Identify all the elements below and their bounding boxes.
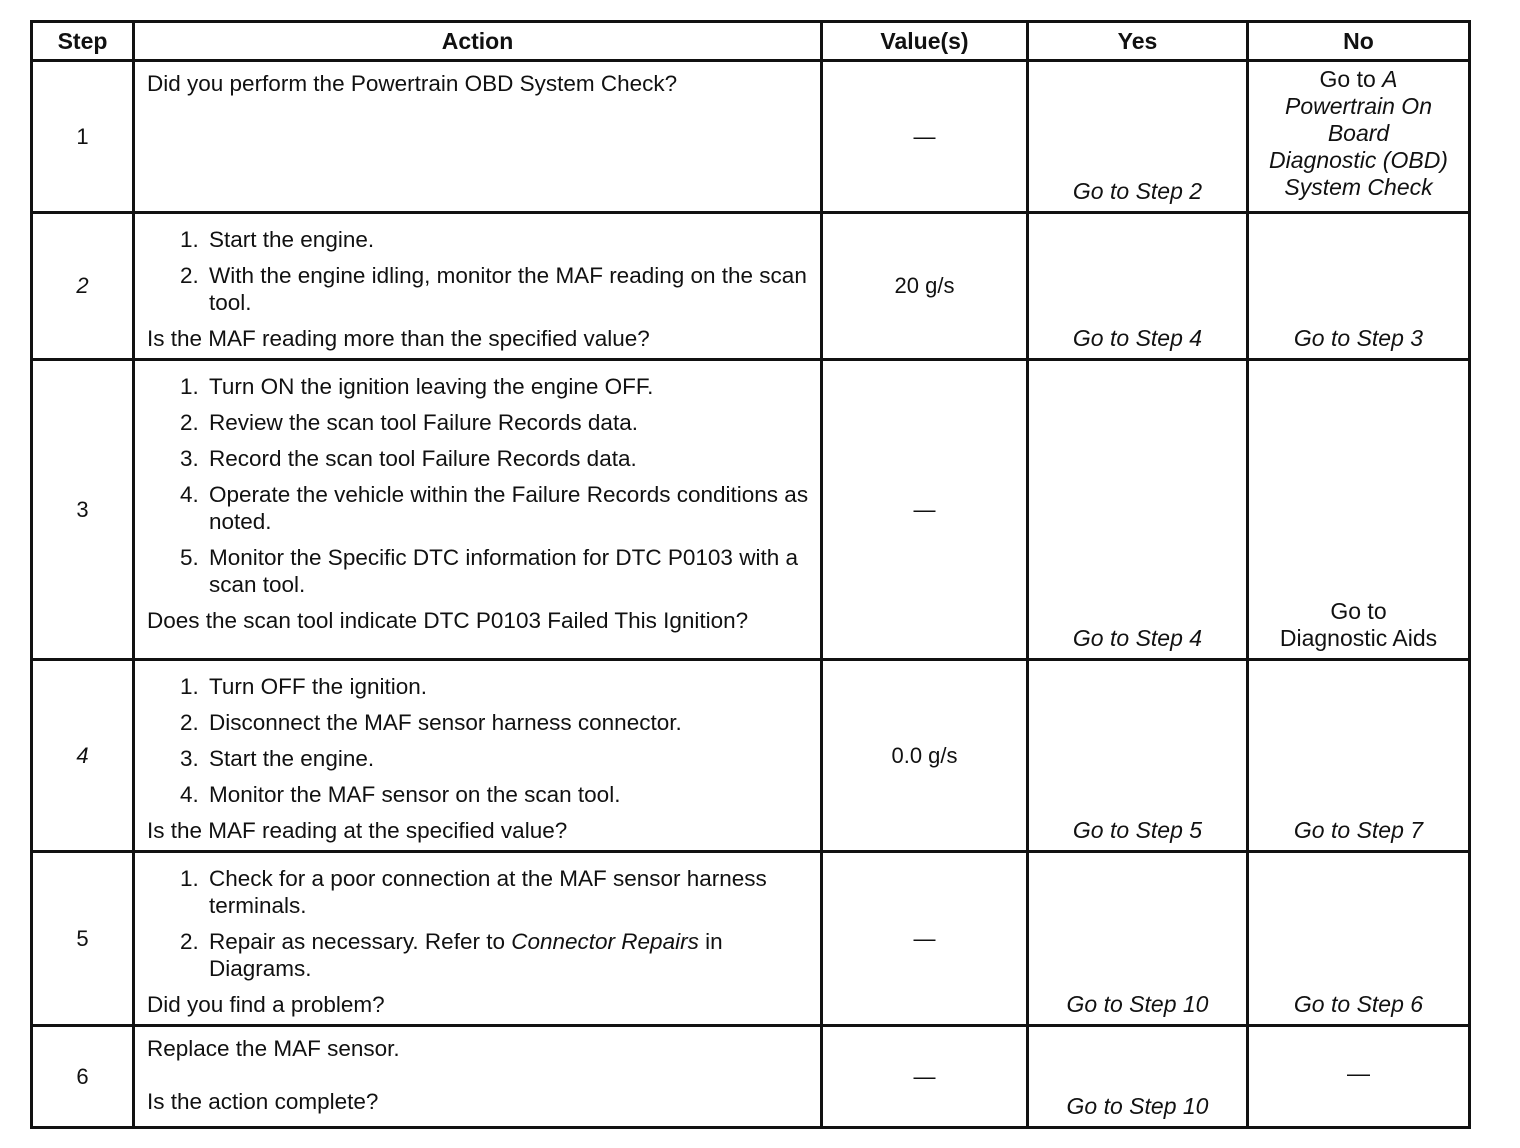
no-cell bbox=[1248, 213, 1470, 360]
header-no: No bbox=[1248, 22, 1470, 61]
action-instruction: Replace the MAF sensor. bbox=[147, 1036, 400, 1061]
value-cell: — bbox=[822, 61, 1028, 213]
action-steps bbox=[147, 865, 810, 982]
yes-cell bbox=[1028, 213, 1248, 360]
yes-link[interactable]: Go to Step 10 bbox=[1066, 1093, 1209, 1119]
no-link[interactable]: Go to Step 3 bbox=[1293, 325, 1424, 351]
action-step bbox=[205, 928, 810, 982]
action-question: Does the scan tool indicate DTC P0103 Failed This Ignition? bbox=[147, 608, 749, 633]
action-cell bbox=[134, 61, 822, 213]
header-step: Step bbox=[32, 22, 134, 61]
action-step: 5. Monitor the Specific DTC information for DTC P0103 with a scan tool. bbox=[205, 544, 810, 598]
action-cell bbox=[134, 660, 822, 852]
yes-cell bbox=[1028, 360, 1248, 660]
yes-cell bbox=[1028, 660, 1248, 852]
no-link[interactable] bbox=[1249, 598, 1468, 652]
yes-link[interactable]: Go to Step 4 bbox=[1072, 325, 1203, 351]
value-cell: — bbox=[822, 360, 1028, 660]
no-cell bbox=[1248, 660, 1470, 852]
action-step: 2. Review the scan tool Failure Records data. bbox=[205, 409, 810, 436]
yes-cell bbox=[1028, 61, 1248, 213]
header-action: Action bbox=[134, 22, 822, 61]
value-cell: 0.0 g/s bbox=[822, 660, 1028, 852]
step-number: 4 bbox=[32, 660, 134, 852]
action-step: 4. Operate the vehicle within the Failure Records conditions as noted. bbox=[205, 481, 810, 535]
table-row bbox=[32, 852, 1470, 1026]
action-step: 1. Start the engine. bbox=[205, 226, 810, 253]
action-step: 1. Check for a poor connection at the MAF sensor harness terminals. bbox=[205, 865, 810, 919]
no-link[interactable]: Go to Step 7 bbox=[1293, 817, 1424, 843]
value-cell: 20 g/s bbox=[822, 213, 1028, 360]
action-step: 3. Record the scan tool Failure Records data. bbox=[205, 445, 810, 472]
table-row bbox=[32, 360, 1470, 660]
no-ref-line2: Powertrain On bbox=[1284, 93, 1432, 119]
action-step-text: in Diagrams. bbox=[209, 929, 723, 981]
no-cell bbox=[1248, 360, 1470, 660]
yes-link[interactable]: Go to Step 4 bbox=[1072, 625, 1203, 651]
value-cell: — bbox=[822, 1026, 1028, 1128]
action-step: 2. Disconnect the MAF sensor harness connector. bbox=[205, 709, 810, 736]
no-prefix: Go to bbox=[1319, 66, 1376, 92]
table-row bbox=[32, 61, 1470, 213]
no-link[interactable]: Go to Step 6 bbox=[1293, 991, 1424, 1017]
step-number: 6 bbox=[32, 1026, 134, 1128]
no-cell: — bbox=[1248, 1026, 1470, 1128]
spacer bbox=[147, 1062, 810, 1088]
action-steps bbox=[147, 226, 810, 316]
action-steps bbox=[147, 373, 810, 598]
no-link[interactable] bbox=[1249, 66, 1468, 201]
no-ref-line3: Board bbox=[1327, 120, 1390, 146]
action-step: 1. Turn OFF the ignition. bbox=[205, 673, 810, 700]
action-question: Is the MAF reading more than the specified value? bbox=[147, 326, 650, 351]
header-row bbox=[32, 22, 1470, 61]
no-ref-line4: Diagnostic (OBD) bbox=[1269, 147, 1448, 173]
step-number: 5 bbox=[32, 852, 134, 1026]
action-step-text: Repair as necessary. Refer to bbox=[209, 929, 505, 954]
no-cell bbox=[1248, 852, 1470, 1026]
connector-repairs-ref[interactable]: Connector Repairs bbox=[511, 929, 699, 954]
action-cell bbox=[134, 1026, 822, 1128]
action-question: Is the action complete? bbox=[147, 1089, 379, 1114]
action-step: 3. Start the engine. bbox=[205, 745, 810, 772]
action-steps bbox=[147, 673, 810, 808]
action-question: Is the MAF reading at the specified value? bbox=[147, 818, 568, 843]
action-question: Did you find a problem? bbox=[147, 992, 385, 1017]
table-row bbox=[32, 1026, 1470, 1128]
step-number: 3 bbox=[32, 360, 134, 660]
value-cell: — bbox=[822, 852, 1028, 1026]
diagnostic-table bbox=[30, 20, 1471, 1129]
action-instruction: Did you perform the Powertrain OBD System Check? bbox=[147, 71, 678, 96]
action-cell bbox=[134, 852, 822, 1026]
action-cell bbox=[134, 213, 822, 360]
action-step: 2. With the engine idling, monitor the MAF reading on the scan tool. bbox=[205, 262, 810, 316]
action-step: 4. Monitor the MAF sensor on the scan tool. bbox=[205, 781, 810, 808]
action-step: 1. Turn ON the ignition leaving the engine OFF. bbox=[205, 373, 810, 400]
no-ref-a: A bbox=[1382, 66, 1398, 92]
no-cell bbox=[1248, 61, 1470, 213]
header-yes: Yes bbox=[1028, 22, 1248, 61]
header-values: Value(s) bbox=[822, 22, 1028, 61]
no-line2: Diagnostic Aids bbox=[1279, 625, 1438, 651]
no-ref-line5: System Check bbox=[1284, 174, 1433, 200]
table-row bbox=[32, 660, 1470, 852]
yes-cell bbox=[1028, 1026, 1248, 1128]
yes-cell bbox=[1028, 852, 1248, 1026]
step-number: 2 bbox=[32, 213, 134, 360]
yes-link[interactable]: Go to Step 10 bbox=[1066, 991, 1209, 1017]
no-line1: Go to bbox=[1330, 598, 1387, 624]
table-row bbox=[32, 213, 1470, 360]
action-cell bbox=[134, 360, 822, 660]
yes-link[interactable]: Go to Step 5 bbox=[1072, 817, 1203, 843]
step-number: 1 bbox=[32, 61, 134, 213]
yes-link[interactable]: Go to Step 2 bbox=[1072, 178, 1203, 204]
